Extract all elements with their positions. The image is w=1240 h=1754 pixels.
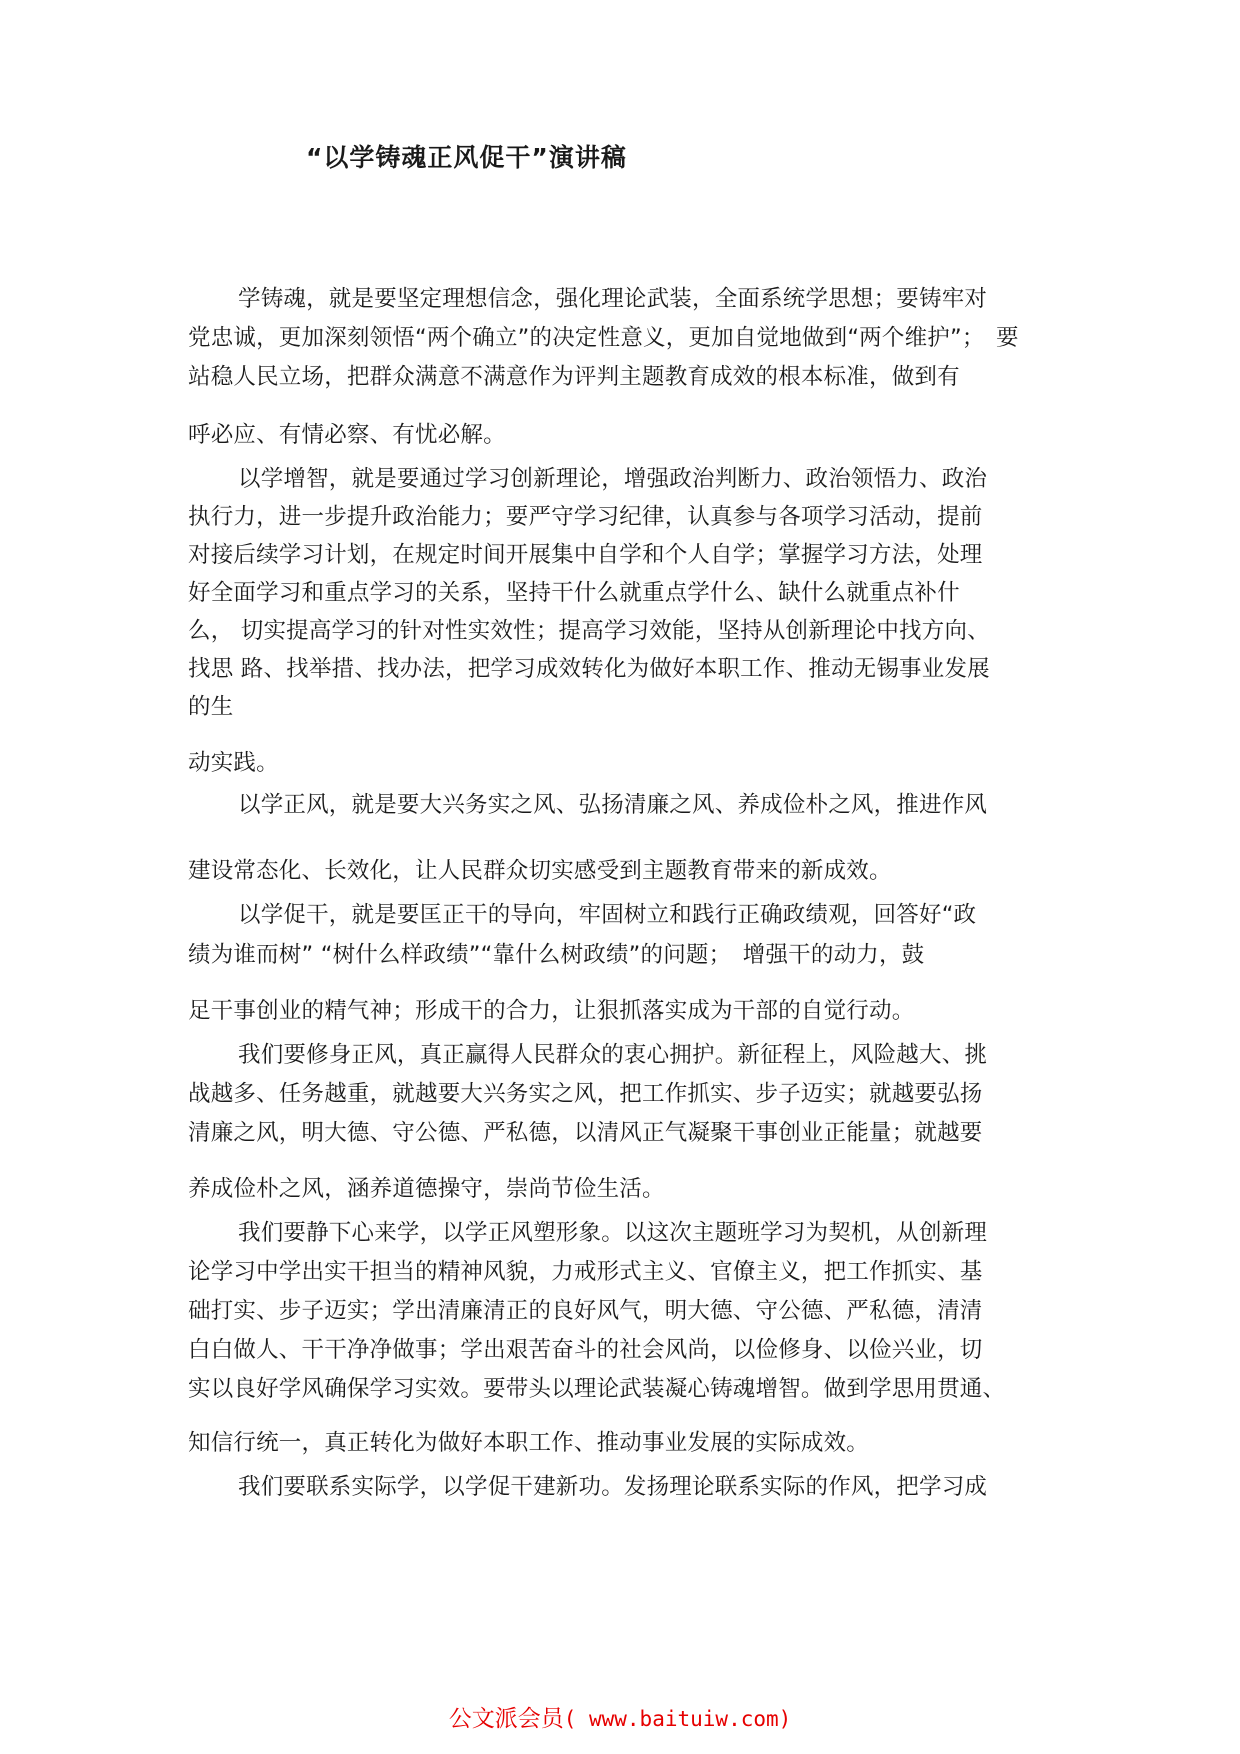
body-line: 足干事创业的精气神；形成干的合力，让狠抓落实成为干部的自觉行动。 xyxy=(188,998,915,1024)
body-line: 战越多、任务越重，就越要大兴务实之风，把工作抓实、步子迈实；就越要弘扬 xyxy=(188,1081,983,1107)
body-line: 找思 路、找举措、找办法，把学习成效转化为做好本职工作、推动无锡事业发展 xyxy=(188,656,990,682)
body-line: 以学增智，就是要通过学习创新理论，增强政治判断力、政治领悟力、政治 xyxy=(238,466,988,492)
body-line: 清廉之风，明大德、守公德、严私德，以清风正气凝聚干事创业正能量；就越要 xyxy=(188,1120,983,1146)
body-line: 础打实、步子迈实；学出清廉清正的良好风气，明大德、守公德、严私德，清清 xyxy=(188,1298,983,1324)
document-title: “以学铸魂正风促干”演讲稿 xyxy=(306,143,627,172)
body-line: 论学习中学出实干担当的精神风貌，力戒形式主义、官僚主义，把工作抓实、基 xyxy=(188,1259,983,1285)
body-line: 白白做人、干干净净做事；学出艰苦奋斗的社会风尚，以俭修身、以俭兴业，切 xyxy=(188,1337,983,1363)
body-line: 以学正风，就是要大兴务实之风、弘扬清廉之风、养成俭朴之风，推进作风 xyxy=(238,792,988,818)
body-line: 么， 切实提高学习的针对性实效性；提高学习效能，坚持从创新理论中找方向、 xyxy=(188,618,990,644)
body-line: 知信行统一，真正转化为做好本职工作、推动事业发展的实际成效。 xyxy=(188,1430,870,1456)
footer-watermark xyxy=(0,1700,1240,1733)
body-line: 的生 xyxy=(188,694,234,720)
body-line: 执行力，进一步提升政治能力；要严守学习纪律，认真参与各项学习活动，提前 xyxy=(188,504,983,530)
body-line: 建设常态化、长效化，让人民群众切实感受到主题教育带来的新成效。 xyxy=(188,858,892,884)
body-line: 养成俭朴之风，涵养道德操守，崇尚节俭生活。 xyxy=(188,1176,665,1202)
footer-brand: 公文派会员 xyxy=(448,1706,564,1732)
body-line: 党忠诚，更加深刻领悟“两个确立”的决定性意义，更加自觉地做到“两个维护”； 要 xyxy=(188,325,1019,351)
body-line: 动实践。 xyxy=(188,750,279,776)
body-line: 我们要联系实际学，以学促干建新功。发扬理论联系实际的作风，把学习成 xyxy=(238,1474,988,1500)
body-line: 对接后续学习计划，在规定时间开展集中自学和个人自学；掌握学习方法，处理 xyxy=(188,542,983,568)
body-line: 绩为谁而树” “树什么样政绩”“靠什么树政绩”的问题； 增强干的动力，鼓 xyxy=(188,942,925,968)
body-line: 学铸魂，就是要坚定理想信念，强化理论武装，全面系统学思想；要铸牢对 xyxy=(238,286,988,312)
body-line: 以学促干，就是要匡正干的导向，牢固树立和践行正确政绩观，回答好“政 xyxy=(238,902,977,928)
body-line: 我们要修身正风，真正赢得人民群众的衷心拥护。新征程上，风险越大、挑 xyxy=(238,1042,988,1068)
body-line: 呼必应、有情必察、有忧必解。 xyxy=(188,422,506,448)
body-line: 我们要静下心来学，以学正风塑形象。以这次主题班学习为契机，从创新理 xyxy=(238,1220,988,1246)
body-line: 站稳人民立场，把群众满意不满意作为评判主题教育成效的根本标准，做到有 xyxy=(188,364,960,390)
footer-url[interactable]: ( www.baituiw.com) xyxy=(563,1707,792,1731)
body-line: 实以良好学风确保学习实效。要带头以理论武装凝心铸魂增智。做到学思用贯通、 xyxy=(188,1376,1006,1402)
body-line: 好全面学习和重点学习的关系，坚持干什么就重点学什么、缺什么就重点补什 xyxy=(188,580,960,606)
